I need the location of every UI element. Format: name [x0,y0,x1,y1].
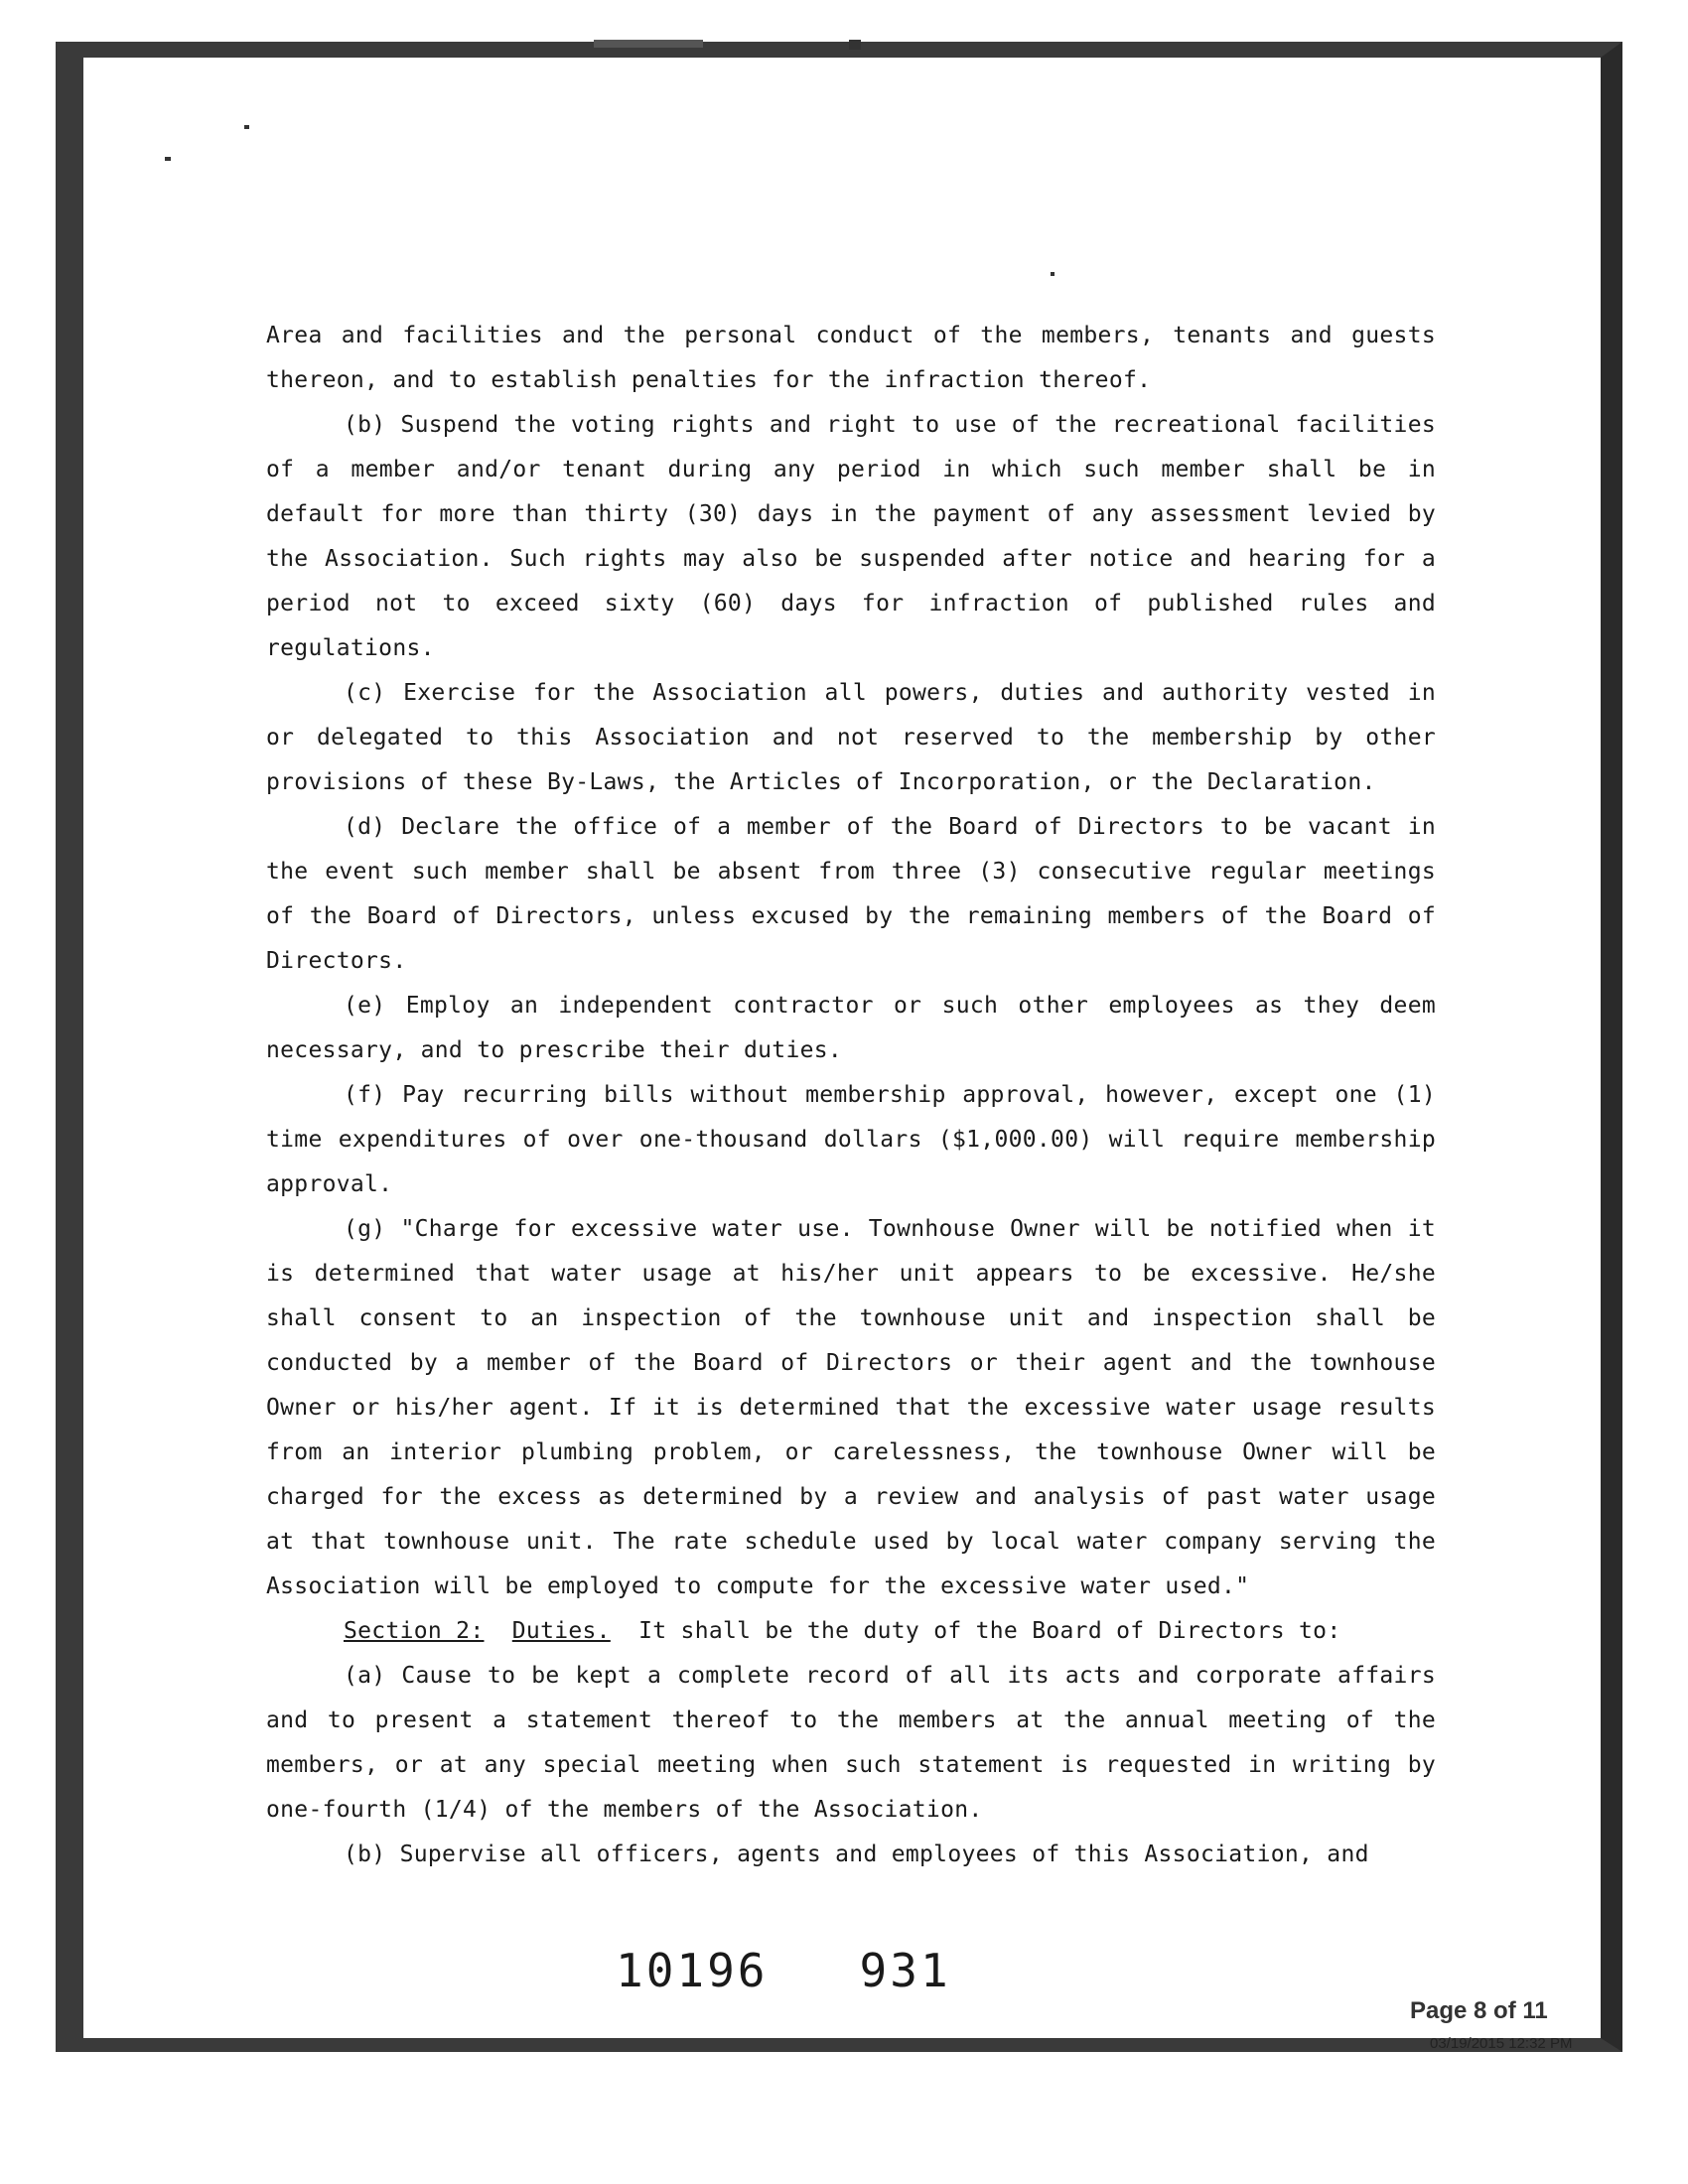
print-timestamp: 03/19/2015 12:32 PM [1430,2035,1573,2052]
section-2-label: Section 2: [344,1618,485,1644]
paragraph-2b-supervise: (b) Supervise all officers, agents and employees of this Association, and [344,1842,1369,1867]
scan-speck [244,125,249,129]
paragraph-c-exercise: (c) Exercise for the Association all powers, duties and authority vested in or delegated to this Association and not reserved to the membership by other provisions of these By-Laws, the Articles of Incorporation, or the Declaration. [266,680,1436,795]
paragraph-area-facilities: Area and facilities and the personal conduct of the members, tenants and guests thereon, and to establish penalties for the infraction thereof. [266,323,1436,393]
section-2-heading [266,1609,1436,1654]
paragraph-e-employ: (e) Employ an independent contractor or such other employees as they deem necessary, and to prescribe their duties. [266,993,1436,1063]
section-2-title: Duties. [511,1618,611,1644]
scan-speck [165,157,171,161]
paragraph-d-declare: (d) Declare the office of a member of the Board of Directors to be vacant in the event such member shall be absent from three (3) consecutive regular meetings of the Board of Directors, unless excused by the remaining members of the Board of Directors. [266,814,1436,974]
scan-speck [849,40,861,50]
paragraph-g-water: (g) "Charge for excessive water use. Townhouse Owner will be notified when it is determined that water usage at his/her unit appears to be excessive. He/she shall consent to an inspection of the townhouse unit and inspection shall be conducted by a member of the Board of Directors or their agent and the townhouse Owner or his/her agent. If it is determined that the excessive water usage results from an interior plumbing problem, or carelessness, the townhouse Owner will be charged for the excess as determined by a review and analysis of past water usage at that townhouse unit. The rate schedule used by local water company serving the Association will be employed to compute for the excessive water used." [266,1216,1436,1599]
scan-speck [594,40,703,48]
paragraph-b-suspend: (b) Suspend the voting rights and right to use of the recreational facilities of a member and/or tenant during any period in which such member shall be in default for more than thirty (30) days in the payment of any assessment levied by the Association. Such rights may also be suspended after notice and hearing for a period not to exceed sixty (60) days for infraction of published rules and regulations. [266,412,1436,661]
section-2-intro: It shall be the duty of the Board of Directors to: [610,1618,1341,1644]
paragraph-2a-record: (a) Cause to be kept a complete record of all its acts and corporate affairs and to present a statement thereof to the members at the annual meeting of the members, or at any special meeting when such statement is requested in writing by one-fourth (1/4) of the members of the Association. [266,1663,1436,1823]
scan-speck [1051,272,1055,276]
document-body [266,314,1436,1877]
page-label: Page 8 of 11 [1410,1997,1548,2024]
paragraph-f-pay: (f) Pay recurring bills without membership approval, however, except one (1) time expenditures of over one-thousand dollars ($1,000.00) will require membership approval. [266,1082,1436,1197]
book-page-stamp: 10196 931 [616,1944,951,1997]
